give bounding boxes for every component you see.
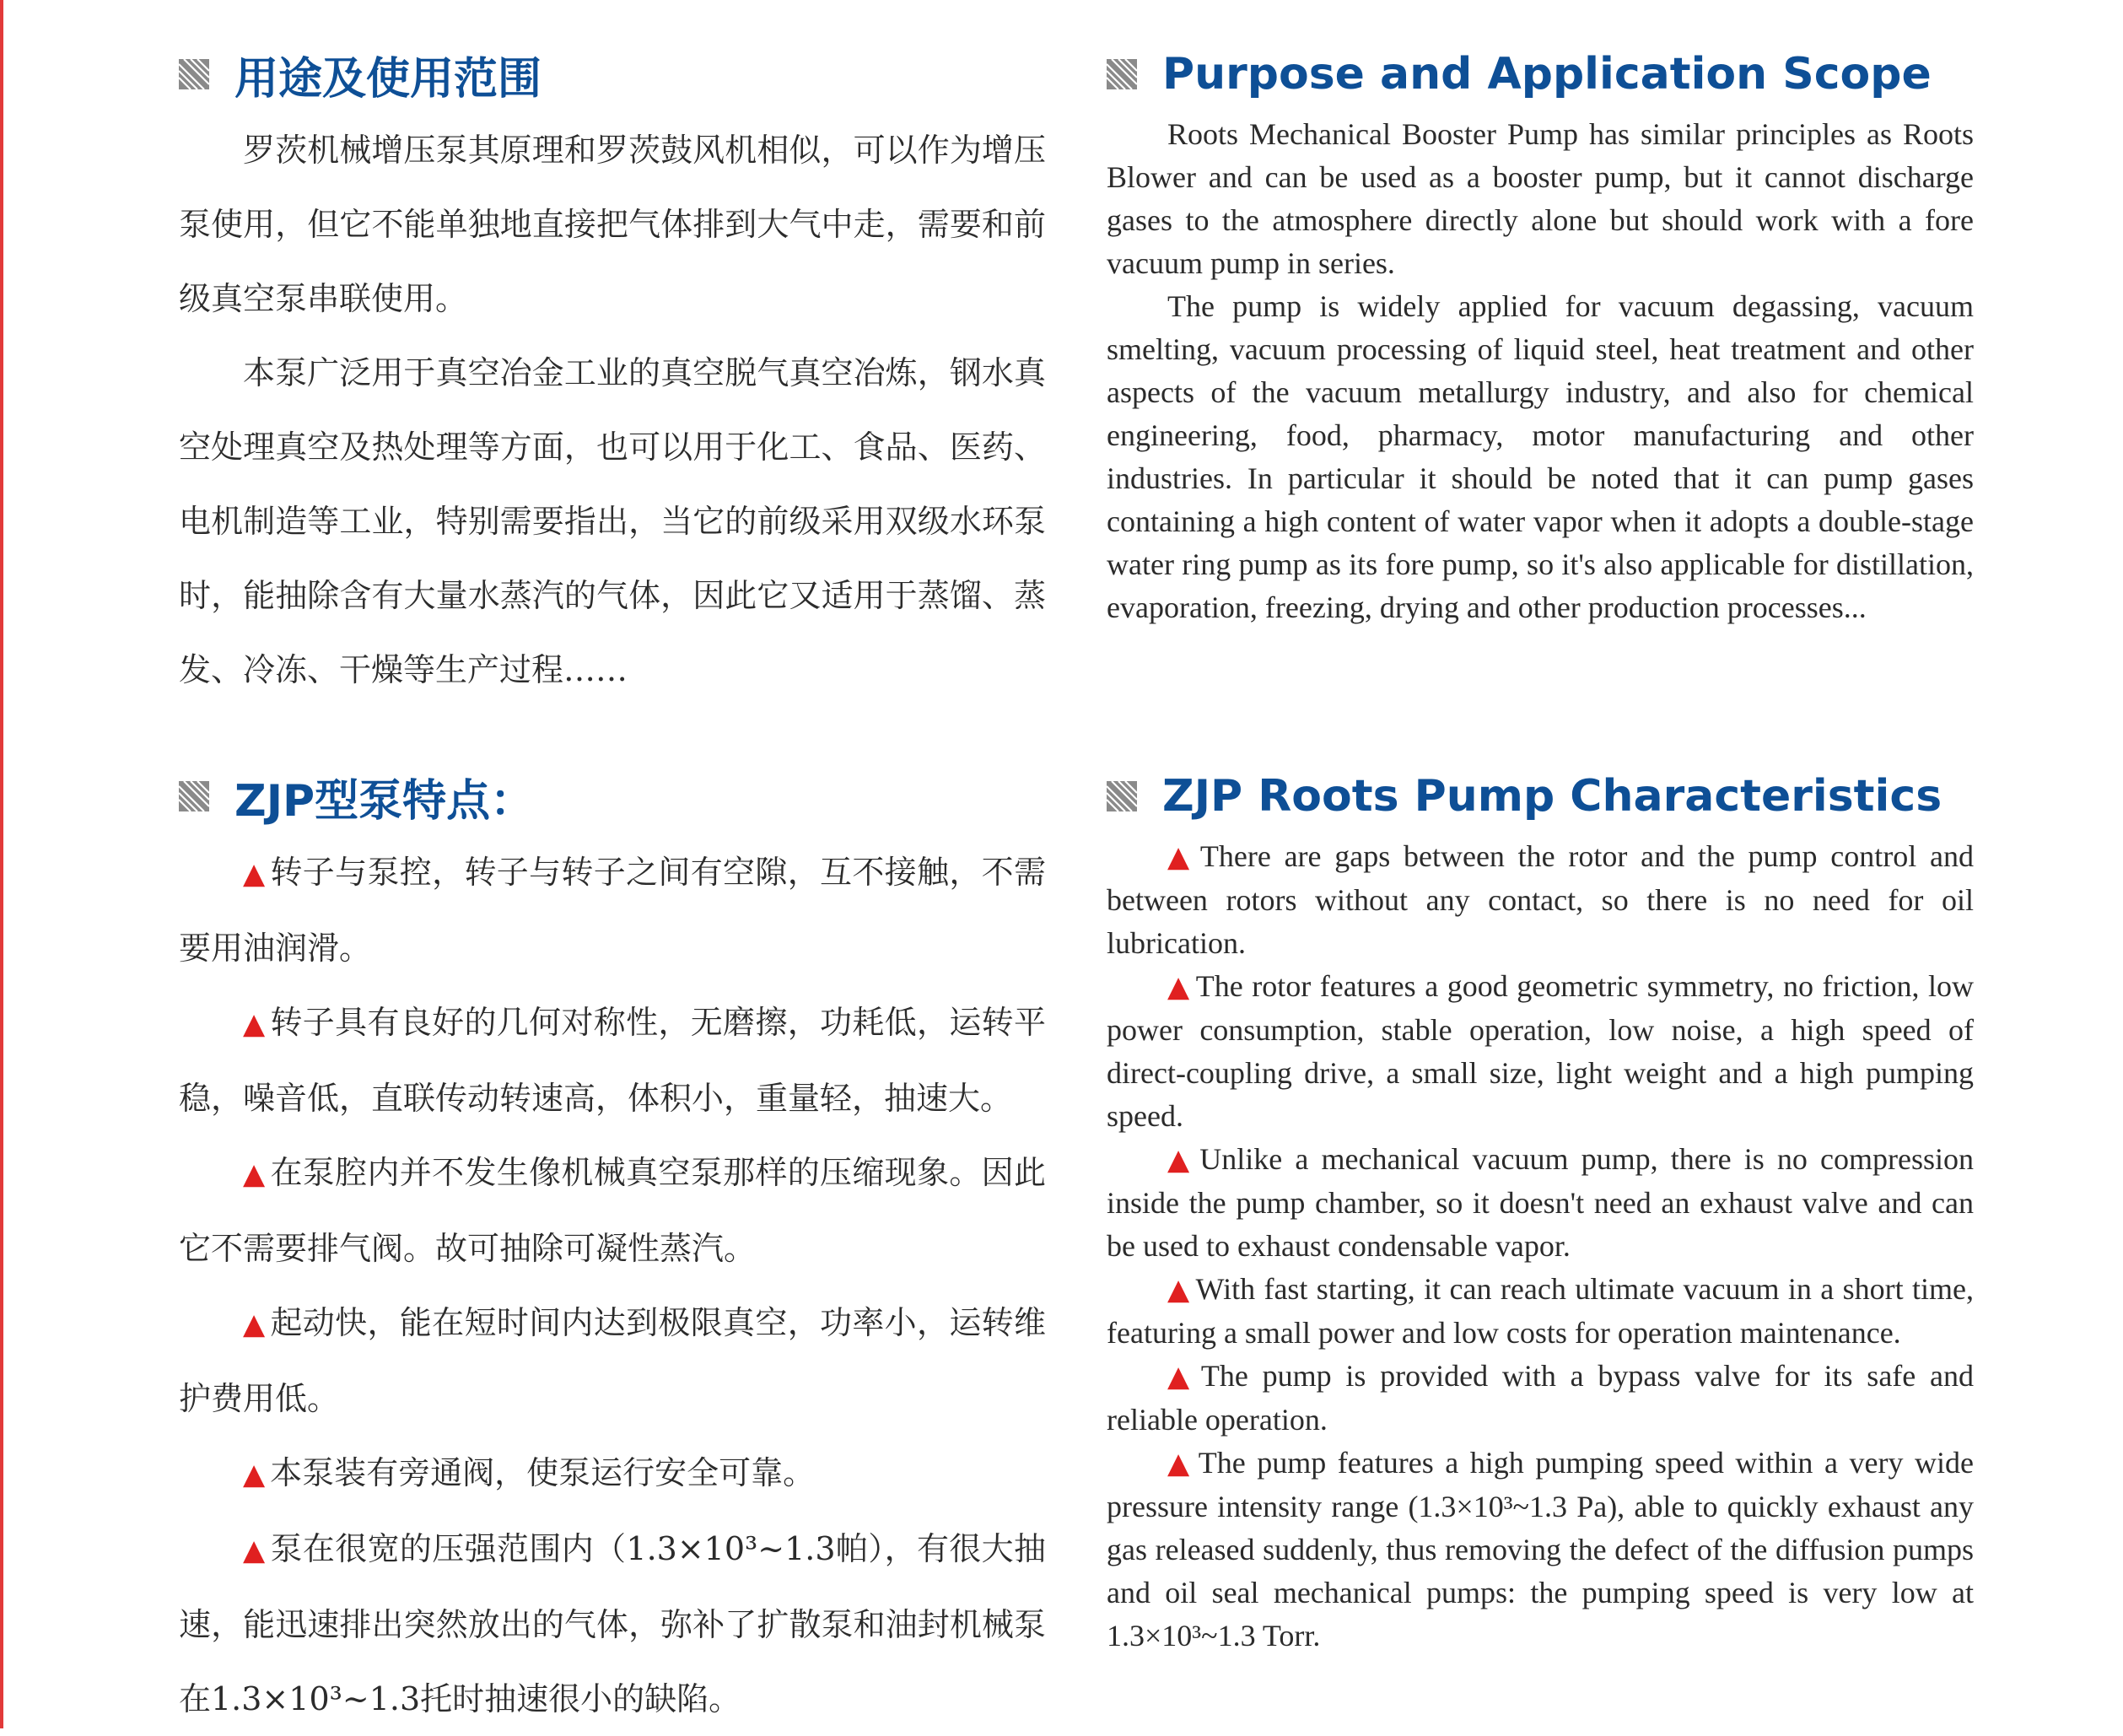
list-item: [1107, 1442, 1974, 1658]
red-triangle-icon: ▲: [1167, 840, 1195, 874]
red-triangle-icon: ▲: [1167, 1360, 1196, 1394]
purpose-section-cn: [179, 44, 1046, 707]
list-item: [179, 985, 1046, 1135]
striped-square-icon: [179, 59, 209, 89]
feature-text-en-6: The pump features a high pumping speed within a very wide pressure intensity range (1.3×10³~1.3 Pa), able to quickly exhaust any gas released suddenly, thus removing the defect of the diffusion pumps and oil seal mechanical pumps: the pumping speed is very low at 1.3×10³~1.3 Torr.: [1107, 1446, 1974, 1652]
list-item: [1107, 965, 1974, 1138]
red-triangle-icon: ▲: [243, 1007, 266, 1041]
feature-text-cn-6: 泵在很宽的压强范围内（1.3×10³~1.3帕），有很大抽速，能迅速排出突然放出的气体，弥补了扩散泵和油封机械泵在1.3×10³~1.3托时抽速很小的缺陷。: [179, 1530, 1046, 1717]
list-item: [179, 1135, 1046, 1286]
list-item: [179, 835, 1046, 985]
red-triangle-icon: ▲: [243, 1307, 266, 1341]
purpose-paragraph-cn-2: 本泵广泛用于真空冶金工业的真空脱气真空冶炼，钢水真空处理真空及热处理等方面，也可以用于化工、食品、医药、电机制造等工业，特别需要指出，当它的前级采用双级水环泵时，能抽除含有大量水蒸汽的气体，因此它又适用于蒸馏、蒸发、冷冻、干燥等生产过程……: [179, 354, 1046, 688]
features-title-en: ZJP Roots Pump Characteristics: [1162, 771, 1942, 822]
red-triangle-icon: ▲: [243, 857, 266, 891]
striped-square-icon: [1107, 59, 1137, 89]
list-item: [1107, 835, 1974, 965]
features-heading-en: [1107, 766, 1974, 827]
purpose-paragraph-en-1: Roots Mechanical Booster Pump has similar principles as Roots Blower and can be used as a booster pump, but it cannot discharge gases to the atmosphere directly alone but should work with a fore vacuum pump in series.: [1107, 117, 1974, 280]
purpose-paragraph-en-2: The pump is widely applied for vacuum degassing, vacuum smelting, vacuum processing of liquid steel, heat treatment and other aspects of the vacuum metallurgy industry, and also for chemical engineering, food, pharmacy, motor manufacturing and other industries. In particular it should be noted that it can pump gases containing a high content of water vapor when it adopts a double-stage water ring pump as its fore pump, so it's also applicable for distillation, evaporation, freezing, drying and other production processes...: [1107, 289, 1974, 624]
red-triangle-icon: ▲: [243, 1534, 266, 1567]
list-item: [1107, 1138, 1974, 1268]
page-edge-line: [0, 0, 3, 1728]
red-triangle-icon: ▲: [1167, 1143, 1195, 1177]
list-item: [179, 1512, 1046, 1736]
features-section-en: [1107, 766, 1974, 1658]
feature-text-cn-2: 转子具有良好的几何对称性，无磨擦，功耗低，运转平稳，噪音低，直联传动转速高，体积小，重量轻，抽速大。: [179, 1004, 1046, 1117]
feature-text-cn-1: 转子与泵控，转子与转子之间有空隙，互不接触，不需要用油润滑。: [179, 854, 1046, 967]
striped-square-icon: [1107, 781, 1137, 811]
list-item: [1107, 1268, 1974, 1355]
features-heading-cn: [179, 766, 1046, 827]
red-triangle-icon: ▲: [243, 1157, 266, 1191]
features-section-cn: [179, 766, 1046, 1736]
feature-text-en-5: The pump is provided with a bypass valve for its safe and reliable operation.: [1107, 1359, 1974, 1437]
feature-text-en-1: There are gaps between the rotor and the pump control and between rotors without any contact, so there is no need for oil lubrication.: [1107, 839, 1974, 960]
purpose-paragraph-cn-1: 罗茨机械增压泵其原理和罗茨鼓风机相似，可以作为增压泵使用，但它不能单独地直接把气体排到大气中走，需要和前级真空泵串联使用。: [179, 132, 1046, 317]
feature-text-cn-5: 本泵装有旁通阀，使泵运行安全可靠。: [270, 1454, 816, 1491]
purpose-title-en: Purpose and Application Scope: [1162, 49, 1932, 100]
feature-text-cn-3: 在泵腔内并不发生像机械真空泵那样的压缩现象。因此它不需要排气阀。故可抽除可凝性蒸汽。: [179, 1154, 1046, 1267]
feature-text-en-2: The rotor features a good geometric symmetry, no friction, low power consumption, stable operation, low noise, a high speed of direct-coupling drive, a small size, light weight and a high pumping speed.: [1107, 969, 1974, 1133]
features-title-cn: ZJP型泵特点：: [234, 775, 535, 827]
feature-text-en-4: With fast starting, it can reach ultimate vacuum in a short time, featuring a small power and low costs for operation maintenance.: [1107, 1272, 1974, 1350]
red-triangle-icon: ▲: [1167, 1273, 1191, 1307]
purpose-heading-cn: [179, 44, 1046, 105]
purpose-heading-en: [1107, 44, 1974, 105]
purpose-section-en: [1107, 44, 1974, 629]
striped-square-icon: [179, 781, 209, 811]
feature-text-en-3: Unlike a mechanical vacuum pump, there is no compression inside the pump chamber, so it doesn't need an exhaust valve and can be used to exhaust condensable vapor.: [1107, 1142, 1974, 1263]
red-triangle-icon: ▲: [243, 1458, 266, 1491]
list-item: [1107, 1355, 1974, 1442]
red-triangle-icon: ▲: [1167, 970, 1191, 1004]
purpose-title-cn: 用途及使用范围: [234, 53, 542, 105]
red-triangle-icon: ▲: [1167, 1447, 1194, 1480]
feature-text-cn-4: 起动快，能在短时间内达到极限真空，功率小，运转维护费用低。: [179, 1304, 1046, 1417]
list-item: [179, 1436, 1046, 1512]
list-item: [179, 1286, 1046, 1436]
